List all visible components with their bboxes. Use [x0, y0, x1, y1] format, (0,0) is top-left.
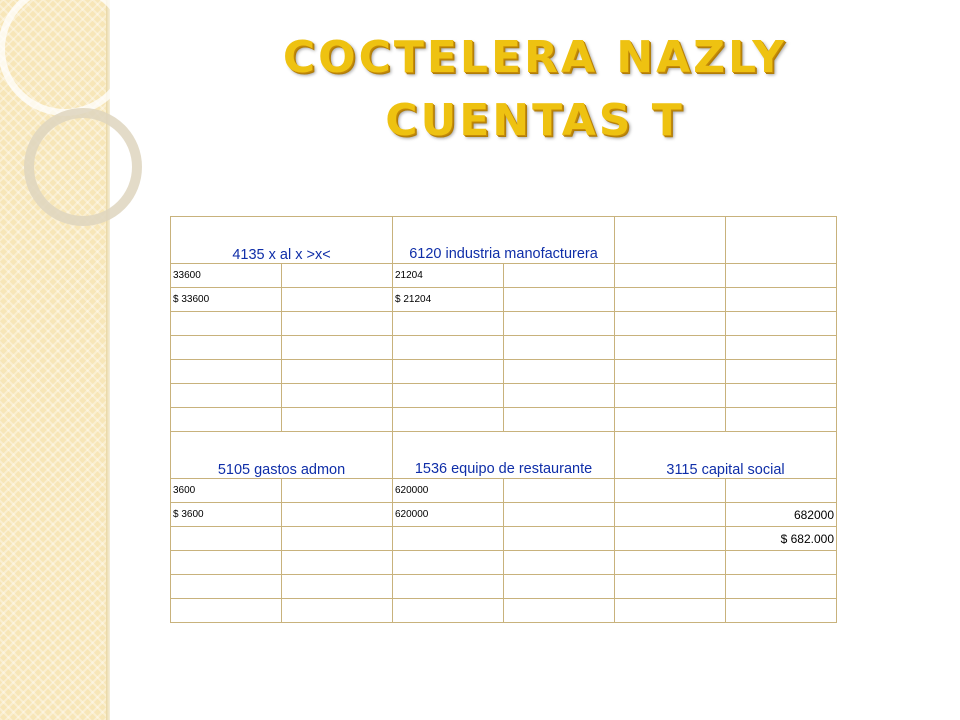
table-cell — [282, 527, 393, 551]
table-cell — [615, 288, 726, 312]
table-cell: 620000 — [393, 503, 504, 527]
table-cell — [726, 264, 837, 288]
account-header-1536: 1536 equipo de restaurante — [393, 432, 615, 479]
table-cell — [726, 217, 837, 264]
table-cell — [393, 527, 504, 551]
account-header-3115: 3115 capital social — [615, 432, 837, 479]
table-cell — [504, 503, 615, 527]
table-cell — [504, 264, 615, 288]
table-row — [171, 503, 837, 527]
table-cell — [282, 288, 393, 312]
table-row — [171, 479, 837, 503]
slide-title-line2: CUENTAS T — [385, 95, 685, 146]
table-cell: $ 21204 — [393, 288, 504, 312]
decorative-ring-top — [0, 0, 132, 116]
table-row — [171, 312, 837, 336]
table-cell — [504, 479, 615, 503]
account-header-4135: 4135 x al x >x< — [171, 217, 393, 264]
table-cell: $ 3600 — [171, 503, 282, 527]
table-cell — [282, 264, 393, 288]
table-cell: 620000 — [393, 479, 504, 503]
table-cell: 33600 — [171, 264, 282, 288]
table-cell: $ 33600 — [171, 288, 282, 312]
table-row — [171, 288, 837, 312]
table-row — [171, 360, 837, 384]
table-cell — [726, 288, 837, 312]
table-cell — [504, 527, 615, 551]
table-row — [171, 551, 837, 575]
slide-title-line1: COCTELERA NAZLY — [282, 32, 788, 83]
table-cell — [726, 479, 837, 503]
table-row — [171, 575, 837, 599]
table-row — [171, 384, 837, 408]
table-cell — [615, 217, 726, 264]
side-band-edge — [106, 0, 110, 720]
table-cell: 3600 — [171, 479, 282, 503]
table-row — [171, 527, 837, 551]
t-accounts-table — [170, 216, 837, 623]
table-cell — [615, 503, 726, 527]
table-cell — [171, 527, 282, 551]
table-cell: 682000 — [726, 503, 837, 527]
table-header-row — [171, 217, 837, 264]
account-header-5105: 5105 gastos admon — [171, 432, 393, 479]
table-row — [171, 264, 837, 288]
table-row — [171, 599, 837, 623]
table-cell — [504, 288, 615, 312]
table-row — [171, 408, 837, 432]
table-cell: 21204 — [393, 264, 504, 288]
table-cell — [615, 264, 726, 288]
table-cell: $ 682.000 — [726, 527, 837, 551]
table-cell — [615, 479, 726, 503]
table-cell — [282, 479, 393, 503]
table-cell — [282, 503, 393, 527]
table-cell — [615, 527, 726, 551]
decorative-ring-bottom — [24, 108, 142, 226]
account-header-6120: 6120 industria manofacturera — [393, 217, 615, 264]
table-row — [171, 336, 837, 360]
table-header-row — [171, 432, 837, 479]
